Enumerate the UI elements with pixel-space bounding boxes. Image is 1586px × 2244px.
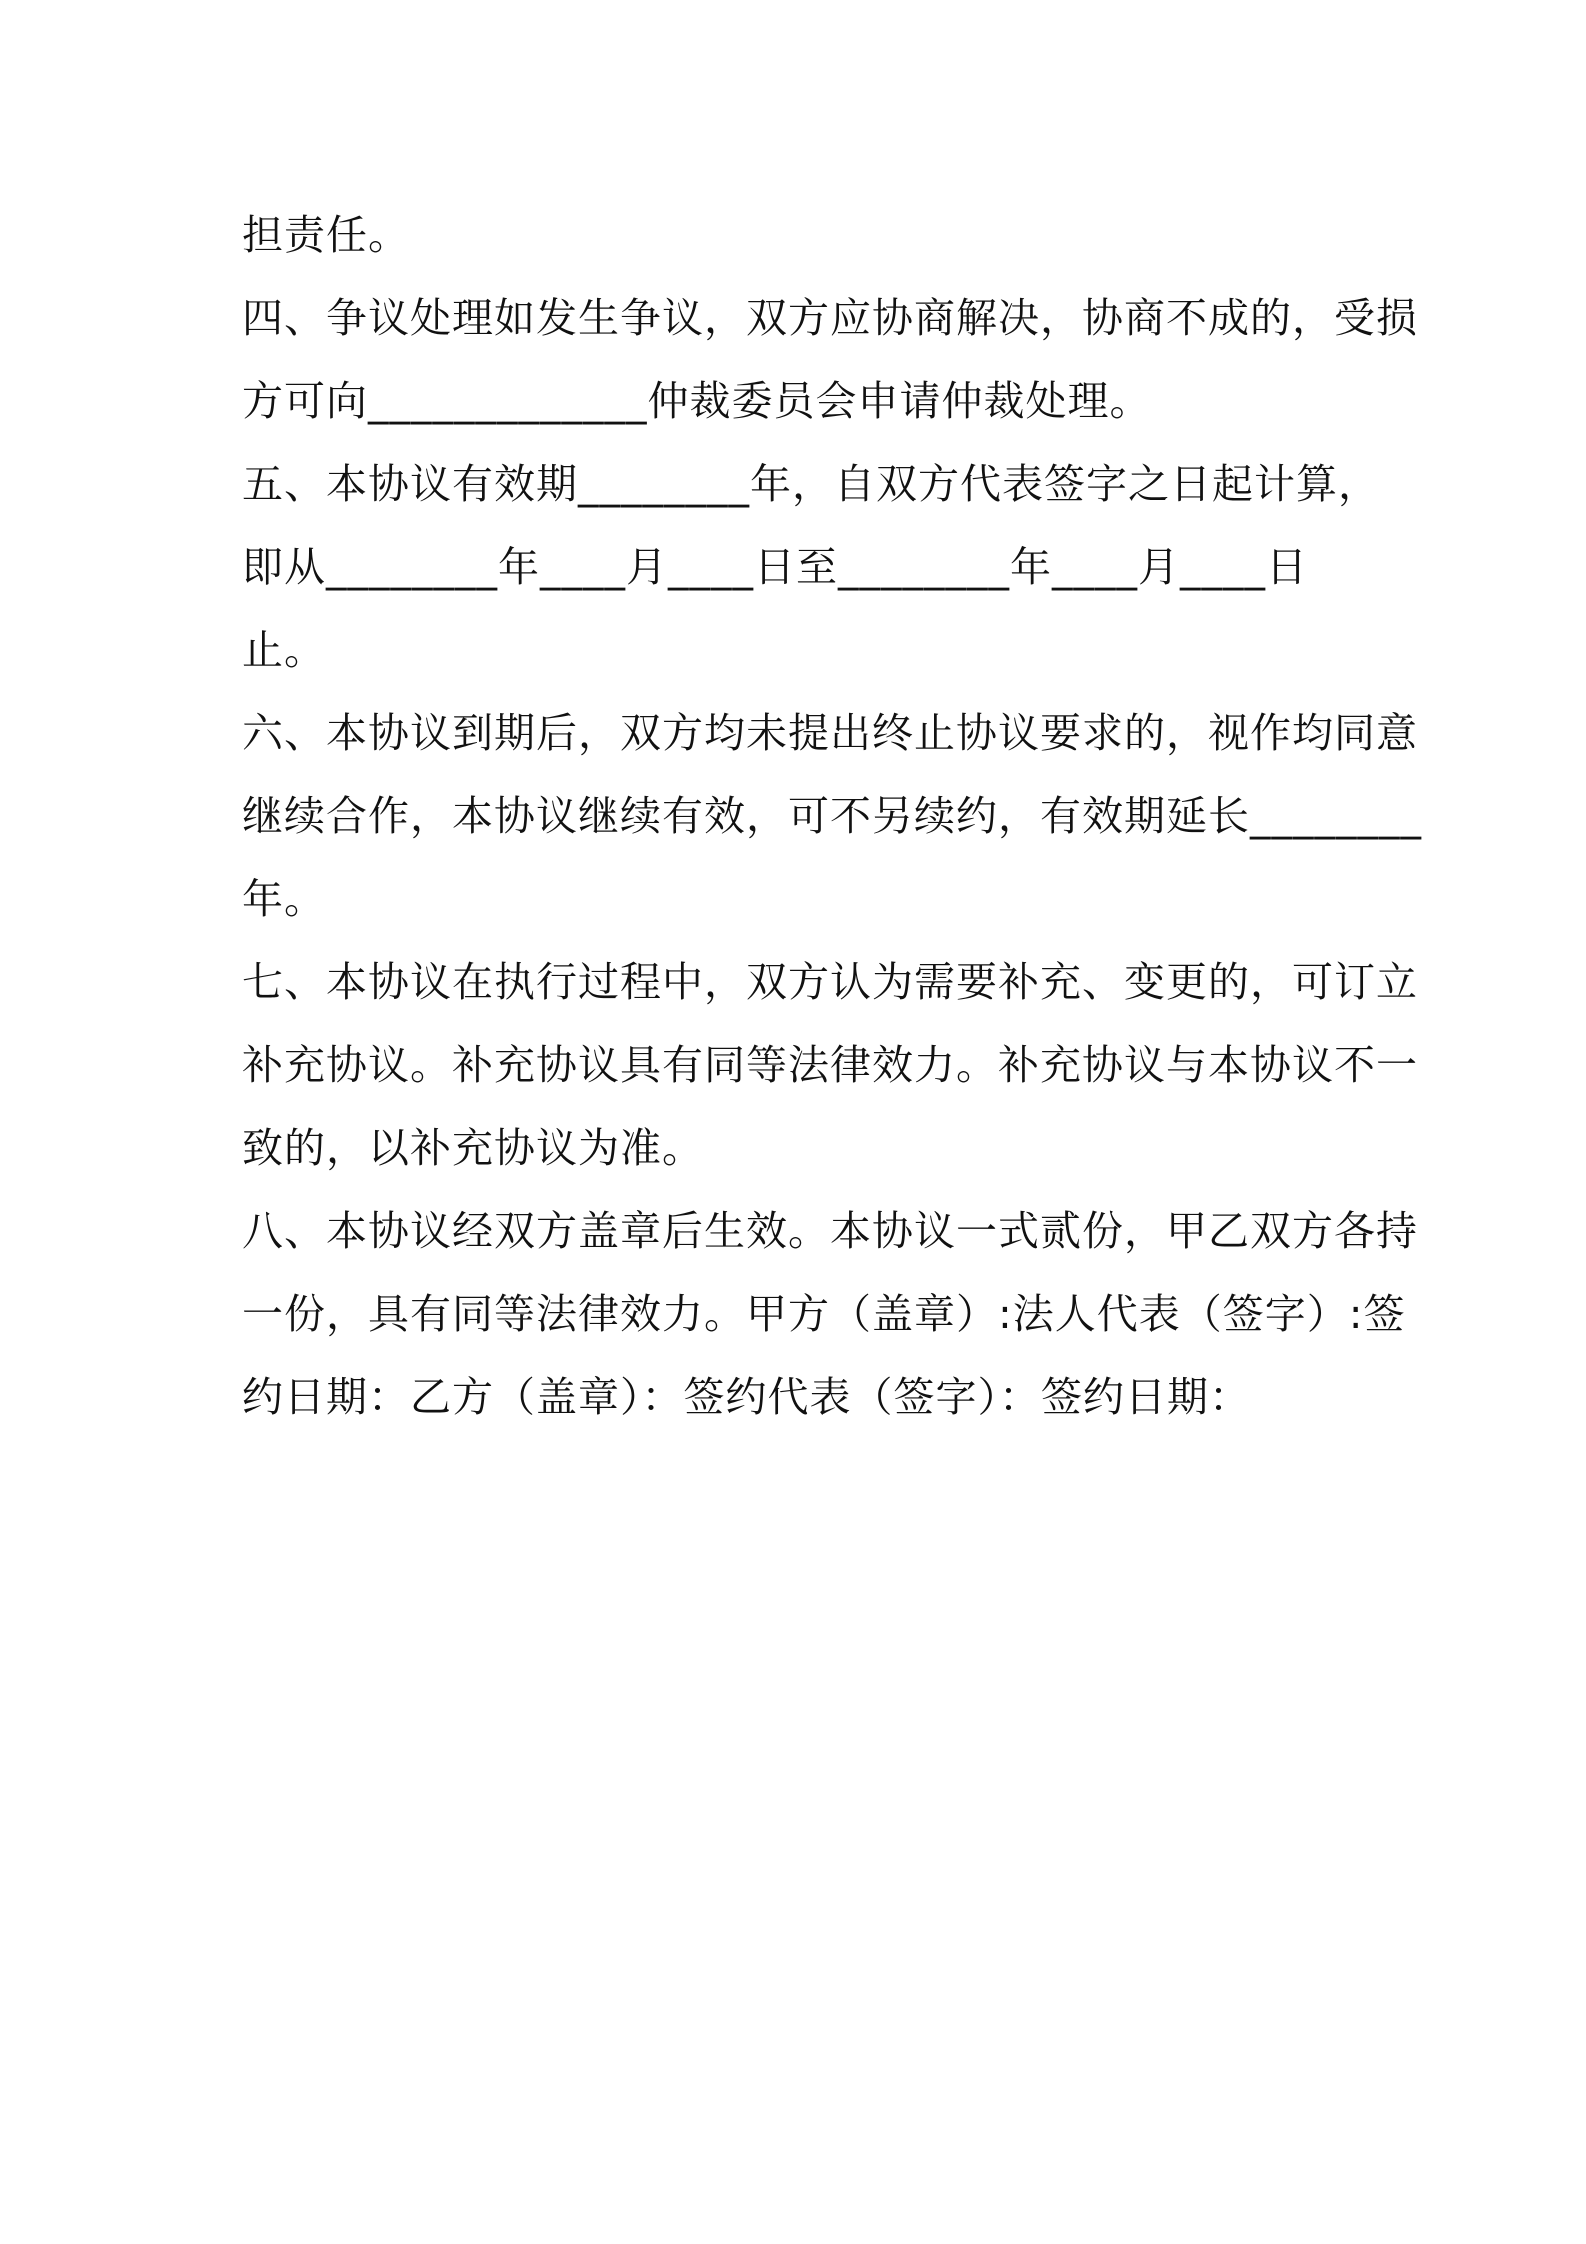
text-line: 方可向_____________仲裁委员会申请仲裁处理。 — [242, 377, 1152, 425]
text-line: 八、本协议经双方盖章后生效。本协议一式贰份，甲乙双方各持 — [242, 1207, 1418, 1255]
text-line: 六、本协议到期后，双方均未提出终止协议要求的，视作均同意 — [242, 709, 1418, 757]
text-line: 即从________年____月____日至________年____月____日 — [242, 543, 1308, 591]
text-line: 担责任。 — [242, 211, 410, 259]
text-line: 继续合作，本协议继续有效，可不另续约，有效期延长________ — [242, 792, 1422, 840]
text-line: 约日期：乙方（盖章）：签约代表（签字）：签约日期： — [242, 1373, 1251, 1421]
text-line: 一份，具有同等法律效力。甲方（盖章）:法人代表（签字）:签 — [242, 1290, 1406, 1338]
text-line: 四、争议处理如发生争议，双方应协商解决，协商不成的，受损 — [242, 294, 1418, 342]
document-body — [242, 194, 1422, 1439]
text-line: 致的，以补充协议为准。 — [242, 1124, 704, 1172]
text-line: 止。 — [242, 626, 326, 674]
text-line: 补充协议。补充协议具有同等法律效力。补充协议与本协议不一 — [242, 1041, 1418, 1089]
text-line: 五、本协议有效期________年，自双方代表签字之日起计算， — [242, 460, 1380, 508]
text-line: 年。 — [242, 875, 326, 923]
text-line: 七、本协议在执行过程中，双方认为需要补充、变更的，可订立 — [242, 958, 1418, 1006]
